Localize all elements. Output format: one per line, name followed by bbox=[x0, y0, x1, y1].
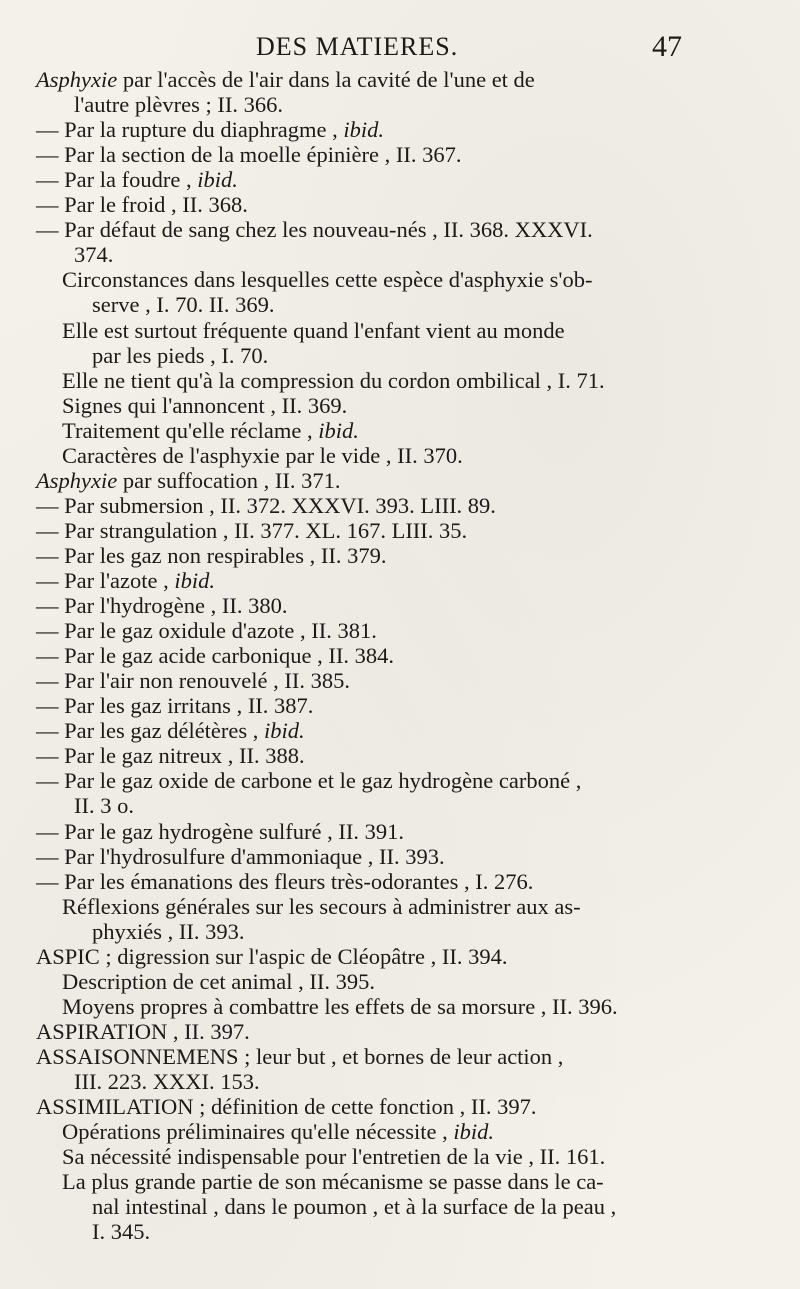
index-line bbox=[62, 994, 618, 1020]
index-line bbox=[36, 1019, 250, 1045]
index-line bbox=[62, 1144, 605, 1170]
entry-head: Asphyxie bbox=[36, 467, 118, 493]
entry-text: — Par le gaz oxide de carbone et le gaz hydrogène carboné , bbox=[36, 768, 582, 794]
index-line bbox=[62, 368, 605, 394]
index-line bbox=[74, 242, 113, 268]
running-title: DES MATIERES. bbox=[256, 32, 459, 61]
entry-ibid: ibid. bbox=[453, 1119, 495, 1145]
index-line bbox=[62, 418, 359, 444]
entry-text: ASSIMILATION ; définition de cette fonction , II. 397. bbox=[36, 1094, 537, 1120]
entry-text: par suffocation , II. 371. bbox=[117, 467, 341, 493]
entry-text: — Par l'hydrosulfure d'ammoniaque , II. 393. bbox=[36, 843, 445, 869]
index-line bbox=[92, 292, 274, 318]
index-line bbox=[92, 1194, 616, 1220]
index-line bbox=[36, 1094, 537, 1120]
index-line bbox=[62, 267, 592, 293]
entry-text: par les pieds , I. 70. bbox=[92, 342, 269, 368]
entry-text: nal intestinal , dans le poumon , et à la surface de la peau , bbox=[92, 1194, 617, 1220]
entry-text: — Par strangulation , II. 377. XL. 167. LIII. 35. bbox=[36, 517, 468, 543]
index-line bbox=[36, 743, 305, 769]
entry-text: Circonstances dans lesquelles cette espèce d'asphyxie s'ob- bbox=[62, 267, 593, 293]
entry-text: — Par défaut de sang chez les nouveau-nés , II. 368. XXXVI. bbox=[36, 217, 593, 243]
index-line bbox=[36, 518, 467, 544]
entry-text: Description de cet animal , II. 395. bbox=[62, 968, 376, 994]
index-line bbox=[62, 393, 347, 419]
entry-text: — Par l'air non renouvelé , II. 385. bbox=[36, 668, 350, 694]
entry-text: I. 345. bbox=[92, 1219, 151, 1245]
entry-text: — Par le gaz nitreux , II. 388. bbox=[36, 743, 305, 769]
index-line bbox=[36, 718, 305, 744]
index-line bbox=[36, 1044, 563, 1070]
index-line bbox=[36, 493, 496, 519]
entry-text: Traitement qu'elle réclame , bbox=[62, 417, 319, 443]
entry-text: — Par la foudre , bbox=[36, 167, 198, 193]
index-line bbox=[36, 844, 445, 870]
entry-text: 374. bbox=[74, 242, 114, 268]
entry-text: — Par submersion , II. 372. XXXVI. 393. LIII. 89. bbox=[36, 492, 496, 518]
index-line bbox=[36, 819, 404, 845]
entry-ibid: ibid. bbox=[264, 718, 305, 744]
entry-text: — Par le gaz hydrogène sulfuré , II. 391. bbox=[36, 818, 405, 844]
entry-text: — Par le froid , II. 368. bbox=[36, 192, 248, 218]
entry-head: Asphyxie bbox=[36, 67, 118, 92]
entry-text: serve , I. 70. II. 369. bbox=[92, 292, 275, 318]
entry-ibid: ibid. bbox=[318, 417, 359, 443]
index-line bbox=[92, 1219, 150, 1245]
index-line bbox=[74, 793, 134, 819]
index-line bbox=[92, 919, 244, 945]
entry-text: — Par les émanations des fleurs très-odorantes , I. 276. bbox=[36, 868, 534, 894]
entry-text: — Par l'hydrogène , II. 380. bbox=[36, 593, 288, 619]
entry-text: — Par les gaz irritans , II. 387. bbox=[36, 693, 314, 719]
entry-text: — Par la rupture du diaphragme , bbox=[36, 117, 344, 143]
entry-text: Signes qui l'annoncent , II. 369. bbox=[62, 392, 348, 418]
entry-text: Sa nécessité indispensable pour l'entretien de la vie , II. 161. bbox=[62, 1144, 606, 1170]
entry-ibid: ibid. bbox=[343, 117, 385, 143]
entry-text: — Par les gaz non respirables , II. 379. bbox=[36, 542, 387, 568]
index-line bbox=[62, 1119, 494, 1145]
index-line bbox=[62, 318, 565, 344]
index-line bbox=[36, 543, 387, 569]
entry-text: Réflexions générales sur les secours à administrer aux as- bbox=[62, 893, 581, 919]
entry-text: La plus grande partie de son mécanisme se passe dans le ca- bbox=[62, 1169, 604, 1195]
entry-text: — Par le gaz acide carbonique , II. 384. bbox=[36, 643, 394, 669]
entry-text: Caractères de l'asphyxie par le vide , II. 370. bbox=[62, 442, 463, 468]
index-line bbox=[36, 668, 350, 694]
index-line bbox=[36, 869, 533, 895]
entry-text: — Par les gaz délétères , bbox=[36, 718, 265, 744]
entry-ibid: ibid. bbox=[197, 167, 238, 193]
entry-text: — Par l'azote , bbox=[36, 568, 175, 593]
index-line bbox=[36, 944, 508, 970]
entry-text: — Par le gaz oxidule d'azote , II. 381. bbox=[36, 618, 377, 644]
index-line bbox=[36, 643, 394, 669]
index-line bbox=[36, 618, 377, 644]
entry-text: II. 3 o. bbox=[74, 793, 134, 819]
index-line bbox=[36, 768, 581, 794]
entry-text: Moyens propres à combattre les effets de sa morsure , II. 396. bbox=[62, 993, 618, 1019]
entry-text: Elle est surtout fréquente quand l'enfant vient au monde bbox=[62, 317, 565, 343]
entry-text: par l'accès de l'air dans la cavité de l'une et de bbox=[117, 67, 535, 92]
index-line bbox=[36, 117, 384, 143]
index-line bbox=[36, 468, 341, 494]
index-line bbox=[36, 67, 535, 93]
page-number: 47 bbox=[652, 30, 682, 63]
index-line bbox=[36, 593, 288, 619]
index-line bbox=[74, 92, 283, 118]
index-line bbox=[92, 343, 268, 369]
index-line bbox=[36, 693, 313, 719]
index-line bbox=[62, 969, 375, 995]
entry-text: ASPIRATION , II. 397. bbox=[36, 1018, 250, 1044]
entry-text: ASPIC ; digression sur l'aspic de Cléopâtre , II. 394. bbox=[36, 943, 508, 969]
entry-text: Opérations préliminaires qu'elle nécessite , bbox=[62, 1119, 454, 1145]
entry-ibid: ibid. bbox=[174, 568, 216, 593]
index-line bbox=[36, 167, 238, 193]
entry-text: III. 223. XXXI. 153. bbox=[74, 1069, 260, 1094]
entry-text: phyxiés , II. 393. bbox=[92, 918, 245, 944]
entry-text: ASSAISONNEMENS ; leur but , et bornes de leur action , bbox=[36, 1043, 564, 1069]
index-line bbox=[36, 192, 248, 218]
index-line bbox=[62, 1169, 604, 1195]
index-line bbox=[36, 142, 461, 168]
entry-text: Elle ne tient qu'à la compression du cordon ombilical , I. 71. bbox=[62, 367, 605, 393]
index-line bbox=[36, 568, 215, 594]
index-line bbox=[62, 443, 463, 469]
index-line bbox=[62, 894, 581, 920]
entry-text: — Par la section de la moelle épinière , II. 367. bbox=[36, 142, 462, 168]
page-header bbox=[0, 32, 800, 72]
entry-text: l'autre plèvres ; II. 366. bbox=[74, 92, 283, 118]
index-line bbox=[36, 217, 593, 243]
index-line bbox=[74, 1069, 260, 1095]
